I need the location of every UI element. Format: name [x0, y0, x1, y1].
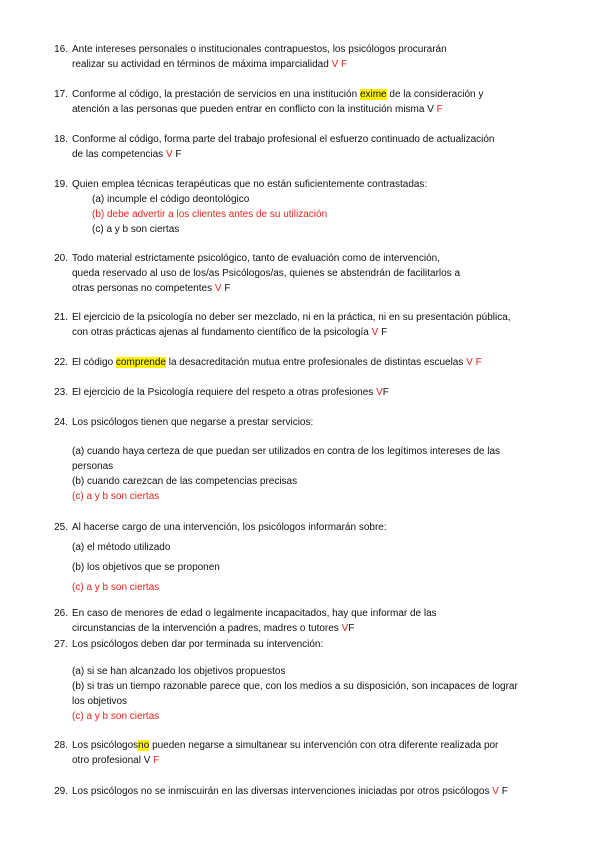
question-29 [54, 784, 562, 799]
question-text: pueden negarse a simultanear su intervención con otra diferente realizada por [152, 740, 499, 751]
question-number: 23. [54, 387, 68, 398]
question-text: la desacreditación mutua entre profesionales de distintas escuelas [168, 357, 464, 368]
true-marker: V [427, 104, 434, 115]
true-marker: V [331, 59, 339, 70]
option-b: (b) si tras un tiempo razonable parece que, con los medios a su disposición, son incapaces de lograr [72, 681, 518, 692]
question-18 [54, 132, 562, 162]
question-number: 20. [54, 253, 68, 264]
question-text-line: Todo material estrictamente psicológico, tanto de evaluación como de intervención, [72, 253, 440, 264]
question-text-line: Ante intereses personales o institucionales contrapuestos, los psicólogos procurarán [72, 44, 447, 55]
question-text: Al hacerse cargo de una intervención, los psicólogos informarán sobre: [72, 522, 387, 533]
question-22 [54, 355, 562, 370]
question-text: Los psicólogos tienen que negarse a prestar servicios: [72, 417, 314, 428]
option-a: (a) incumple el código deontológico [92, 194, 250, 205]
highlighted-word: no [138, 740, 150, 751]
question-text: de la consideración y [389, 89, 484, 100]
option-c-correct: (c) a y b son ciertas [72, 582, 160, 593]
true-marker: V [466, 357, 473, 368]
highlighted-word: comprende [115, 357, 166, 368]
true-marker: V [371, 327, 379, 338]
question-number: 26. [54, 608, 68, 619]
option-b-correct: (b) debe advertir a los clientes antes de su utilización [92, 209, 328, 220]
question-number: 29. [54, 786, 68, 797]
question-number: 25. [54, 522, 68, 533]
false-marker: F [341, 59, 348, 70]
option-b: (b) los objetivos que se proponen [72, 562, 220, 573]
question-text-line: En caso de menores de edad o legalmente incapacitados, hay que informar de las [72, 608, 437, 619]
question-text: El ejercicio de la Psicología requiere del respeto a otras profesiones [72, 387, 374, 398]
false-marker: F [153, 755, 160, 766]
question-number: 16. [54, 44, 68, 55]
false-marker: F [175, 149, 182, 160]
question-24 [54, 415, 562, 504]
question-number: 28. [54, 740, 68, 751]
question-16 [54, 42, 562, 72]
question-number: 27. [54, 639, 68, 650]
false-marker: F [381, 327, 388, 338]
question-text: Los psicólogos [72, 740, 139, 751]
question-text-line: queda reservado al uso de los/as Psicólogos/as, quienes se abstendrán de facilitarlos a [72, 268, 461, 279]
option-c-correct: (c) a y b son ciertas [72, 711, 160, 722]
true-marker: V [214, 283, 222, 294]
option-a: (a) cuando haya certeza de que puedan ser utilizados en contra de los legítimos intereses de las [72, 446, 501, 457]
false-marker: F [475, 357, 482, 368]
option-c-correct: (c) a y b son ciertas [72, 491, 160, 502]
false-marker: F [436, 104, 443, 115]
question-28 [54, 738, 562, 768]
question-23 [54, 385, 562, 400]
question-text: Conforme al código, la prestación de servicios en una institución [72, 89, 358, 100]
question-17 [54, 87, 562, 117]
option-a: (a) el método utilizado [72, 542, 171, 553]
question-number: 17. [54, 89, 68, 100]
true-marker: V [165, 149, 173, 160]
option-a-cont: personas [72, 461, 114, 472]
question-text-line: El ejercicio de la psicología no deber ser mezclado, ni en la práctica, ni en su presentación pública, [72, 312, 511, 323]
question-number: 21. [54, 312, 68, 323]
option-b: (b) cuando carezcan de las competencias precisas [72, 476, 298, 487]
question-number: 18. [54, 134, 68, 145]
question-number: 24. [54, 417, 68, 428]
question-text-line: otras personas no competentes [72, 283, 213, 294]
true-marker: V [376, 387, 383, 398]
question-text-line: con otras prácticas ajenas al fundamento científico de la psicología [72, 327, 369, 338]
false-marker: F [382, 387, 389, 398]
question-21 [54, 310, 562, 340]
false-marker: F [348, 623, 355, 634]
question-text: Los psicólogos no se inmiscuirán en las diversas intervenciones iniciadas por otros psicólogos [72, 786, 490, 797]
question-text: El código [72, 357, 114, 368]
question-26 [54, 606, 562, 636]
option-b-cont: los objetivos [72, 696, 128, 707]
question-25 [54, 520, 562, 595]
question-text: Los psicólogos deben dar por terminada su intervención: [72, 639, 324, 650]
true-marker: V [492, 786, 499, 797]
question-text-line: realizar su actividad en términos de máxima imparcialidad [72, 59, 329, 70]
false-marker: F [224, 283, 231, 294]
question-text-line: otro profesional [72, 755, 141, 766]
question-text-line: de las competencias [72, 149, 164, 160]
question-number: 22. [54, 357, 68, 368]
true-marker: V [143, 755, 151, 766]
question-text: Quien emplea técnicas terapéuticas que no están suficientemente contrastadas: [72, 179, 428, 190]
true-marker: V [341, 623, 349, 634]
false-marker: F [501, 786, 508, 797]
question-20 [54, 251, 562, 296]
option-a: (a) si se han alcanzado los objetivos propuestos [72, 666, 286, 677]
option-c: (c) a y b son ciertas [92, 224, 180, 235]
question-text-line: circunstancias de la intervención a padres, madres o tutores [72, 623, 339, 634]
question-text-line: atención a las personas que pueden entrar en conflicto con la institución misma [72, 104, 425, 115]
highlighted-word: exime [359, 89, 387, 100]
question-27 [54, 637, 562, 724]
question-text-line: Conforme al código, forma parte del trabajo profesional el esfuerzo continuado de actualización [72, 134, 495, 145]
question-19 [54, 177, 562, 237]
question-number: 19. [54, 179, 68, 190]
